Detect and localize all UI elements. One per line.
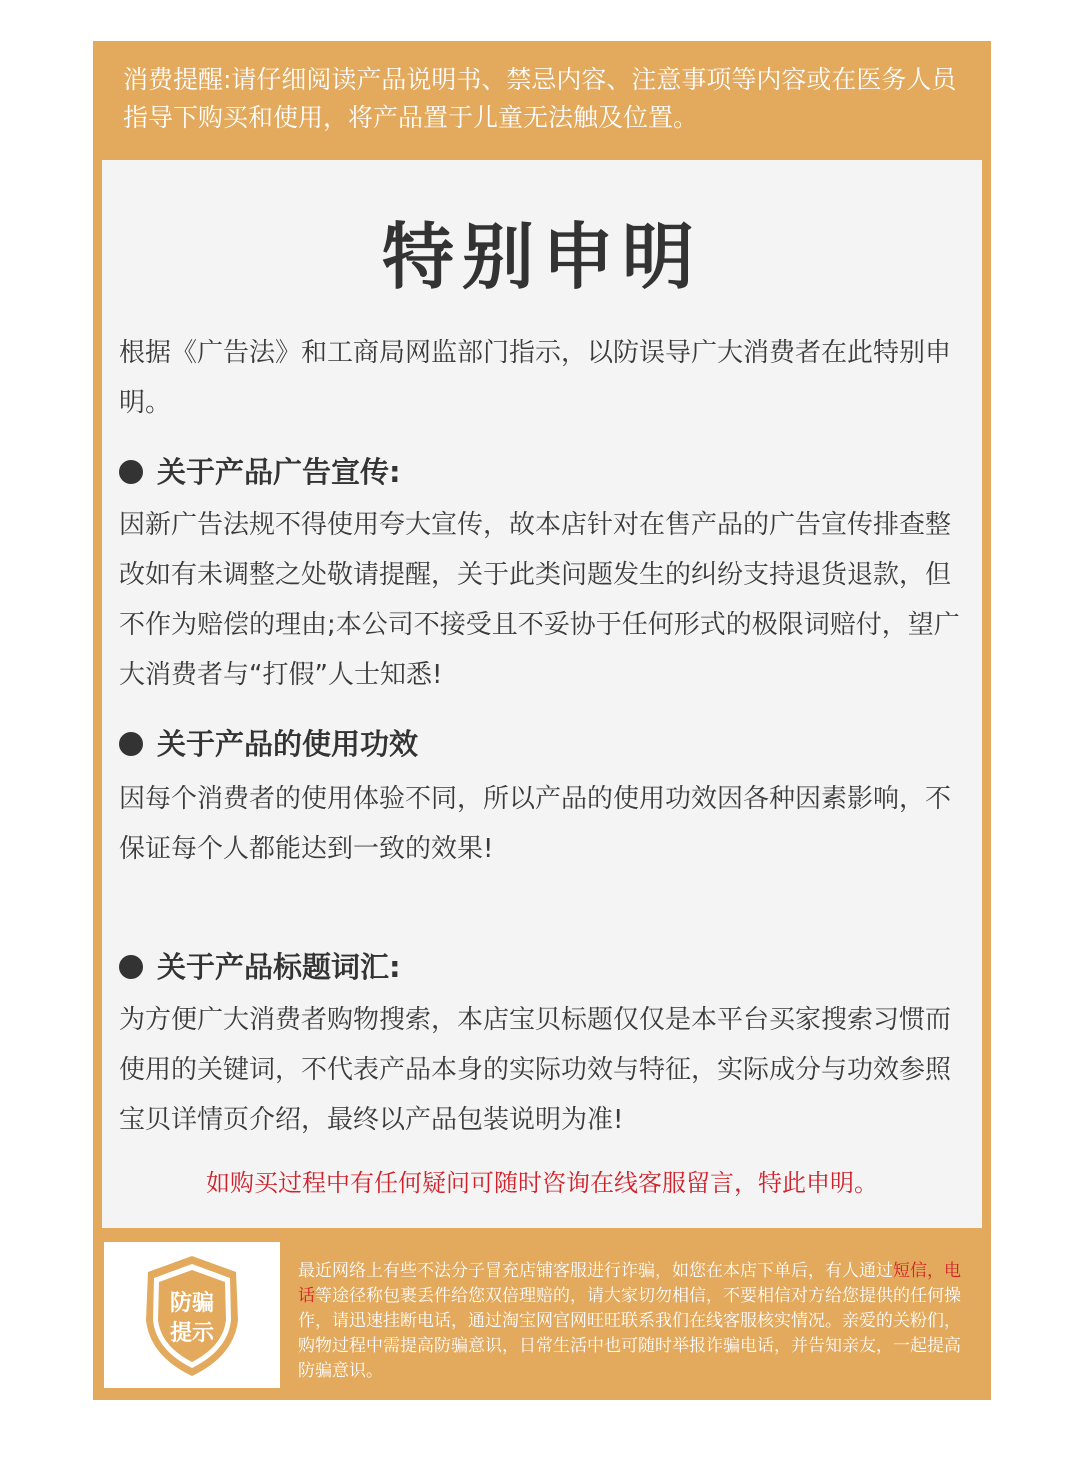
section-heading-label: 关于产品标题词汇:	[157, 950, 401, 984]
shield-icon	[104, 1242, 280, 1388]
badge-line-1: 防骗	[169, 1291, 215, 1316]
section-heading-label: 关于产品的使用功效	[157, 727, 419, 761]
section-heading-title-terms	[119, 947, 969, 987]
section-heading-advertising	[119, 452, 969, 492]
bullet-icon	[119, 732, 143, 756]
notice-frame	[93, 41, 991, 1400]
section-body-title-terms: 为方便广大消费者购物搜索，本店宝贝标题仅仅是本平台买家搜索习惯而使用的关键词，不代表产品本身的实际功效与特征，实际成分与功效参照宝贝详情页介绍，最终以产品包装说明为准!	[119, 1005, 952, 1135]
declaration-panel	[102, 160, 982, 1228]
page-title: 特别申明	[381, 215, 702, 299]
section-heading-efficacy	[119, 724, 969, 764]
intro-text: 根据《广告法》和工商局网监部门指示，以防误导广大消费者在此特别申明。	[119, 338, 952, 418]
warning-text-part-1: 最近网络上有些不法分子冒充店铺客服进行诈骗，如您在本店下单后，有人通过	[298, 1261, 893, 1281]
closing-statement: 如购买过程中有任何疑问可随时咨询在线客服留言，特此申明。	[206, 1169, 878, 1197]
section-body-advertising: 因新广告法规不得使用夸大宣传，故本店针对在售产品的广告宣传排查整改如有未调整之处敬请提醒，关于此类问题发生的纠纷支持退货退款，但不作为赔偿的理由;本公司不接受且不妥协于任何形式的极限词赔付，望广大消费者与“打假”人士知悉!	[119, 510, 960, 690]
badge-line-2: 提示	[169, 1321, 215, 1346]
anti-fraud-warning	[298, 1259, 968, 1384]
anti-fraud-badge	[104, 1242, 280, 1388]
warning-text-part-2: 等途径称包裹丢件给您双倍理赔的，请大家切勿相信，不要相信对方给您提供的任何操作，请迅速挂断电话，通过淘宝网官网旺旺联系我们在线客服核实情况。亲爱的关粉们，购物过程中需提高防骗意识，日常生活中也可随时举报诈骗电话，并告知亲友，一起提高防骗意识。	[298, 1286, 961, 1381]
bullet-icon	[119, 460, 143, 484]
bullet-icon	[119, 955, 143, 979]
consumer-reminder: 消费提醒:请仔细阅读产品说明书、禁忌内容、注意事项等内容或在医务人员指导下购买和使用，将产品置于儿童无法触及位置。	[123, 65, 957, 132]
section-body-efficacy: 因每个消费者的使用体验不同，所以产品的使用功效因各种因素影响，不保证每个人都能达到一致的效果!	[119, 784, 952, 864]
section-heading-label: 关于产品广告宣传:	[157, 455, 401, 489]
warning-highlight: 短信，电话	[298, 1261, 961, 1306]
